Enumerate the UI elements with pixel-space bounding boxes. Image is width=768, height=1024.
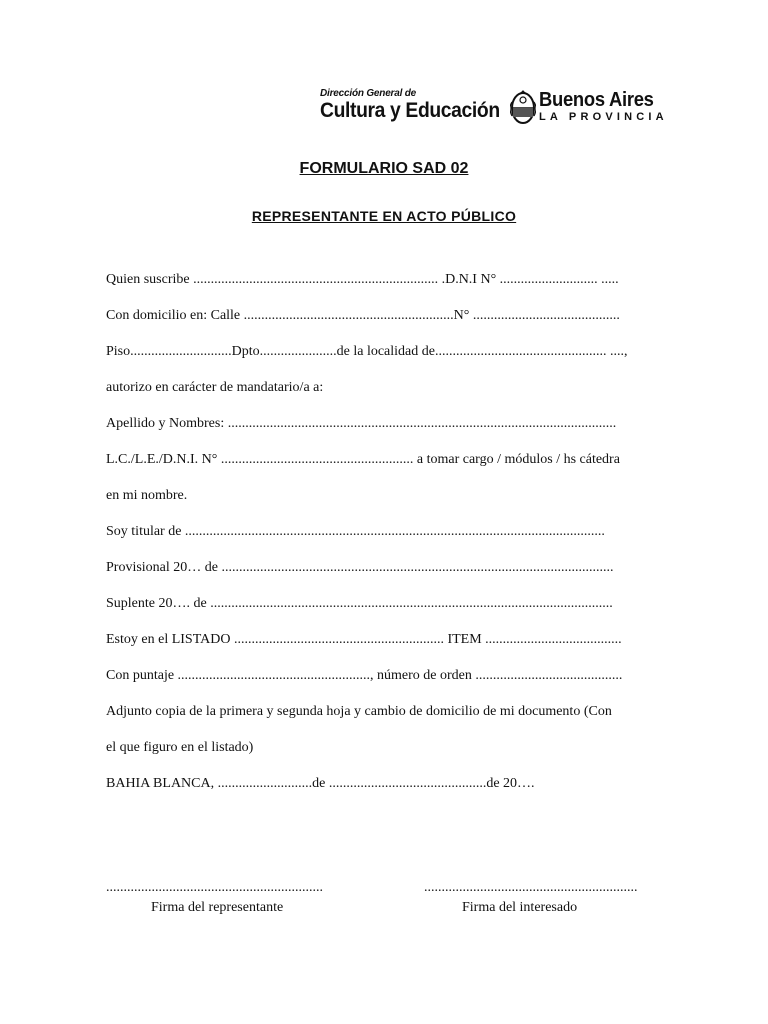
line-puntaje: Con puntaje ......................................................., número de orden .......................................... (106, 668, 623, 683)
line-autorizo: autorizo en carácter de mandatario/a a: (106, 380, 324, 395)
line-listado-cont: el que figuro en el listado) (106, 740, 254, 755)
buenos-aires-logo (539, 90, 668, 124)
form-subtitle: REPRESENTANTE EN ACTO PÚBLICO (251, 208, 517, 224)
line-fecha: BAHIA BLANCA, ...........................de .............................................de 20…. (106, 776, 535, 791)
signature-line-interesado: ............................................................. (424, 880, 638, 895)
line-apellido: Apellido y Nombres: ............................................................................................................... (106, 416, 617, 431)
province-shield-icon (510, 90, 536, 126)
line-adjunto: Adjunto copia de la primera y segunda hoja y cambio de domicilio de mi documento (Con (106, 704, 612, 719)
signature-line-representante: .............................................................. (106, 880, 323, 895)
line-suplente: Suplente 20…. de ................................................................................................................... (106, 596, 613, 611)
line-dni: L.C./L.E./D.N.I. N° ....................................................... a tomar cargo / módulos / hs cátedra (106, 452, 620, 467)
signature-label-interesado: Firma del interesado (462, 900, 578, 915)
line-domicilio: Con domicilio en: Calle ............................................................N° .......................................... (106, 308, 620, 323)
dgce-logo (320, 88, 515, 122)
logo-big-text: Cultura y Educación (320, 99, 500, 122)
line-listado: Estoy en el LISTADO ............................................................ ITEM ....................................... (106, 632, 622, 647)
line-provisional: Provisional 20… de ................................................................................................................ (106, 560, 614, 575)
form-title: FORMULARIO SAD 02 (299, 160, 469, 177)
line-titular: Soy titular de ........................................................................................................................ (106, 524, 605, 539)
signature-label-representante: Firma del representante (151, 900, 284, 915)
line-piso: Piso.............................Dpto......................de la localidad de................................................. ...., (106, 344, 628, 359)
line-quien-suscribe: Quien suscribe ...................................................................... .D.N.I N° ............................ ..... (106, 272, 619, 287)
header-logo (320, 88, 670, 130)
logo-small-text: Dirección General de (320, 88, 417, 99)
line-en-mi-nombre: en mi nombre. (106, 488, 188, 503)
logo-buenos-aires-text: Buenos Aires (539, 89, 654, 111)
logo-la-provincia-text: LA PROVINCIA (539, 111, 668, 123)
